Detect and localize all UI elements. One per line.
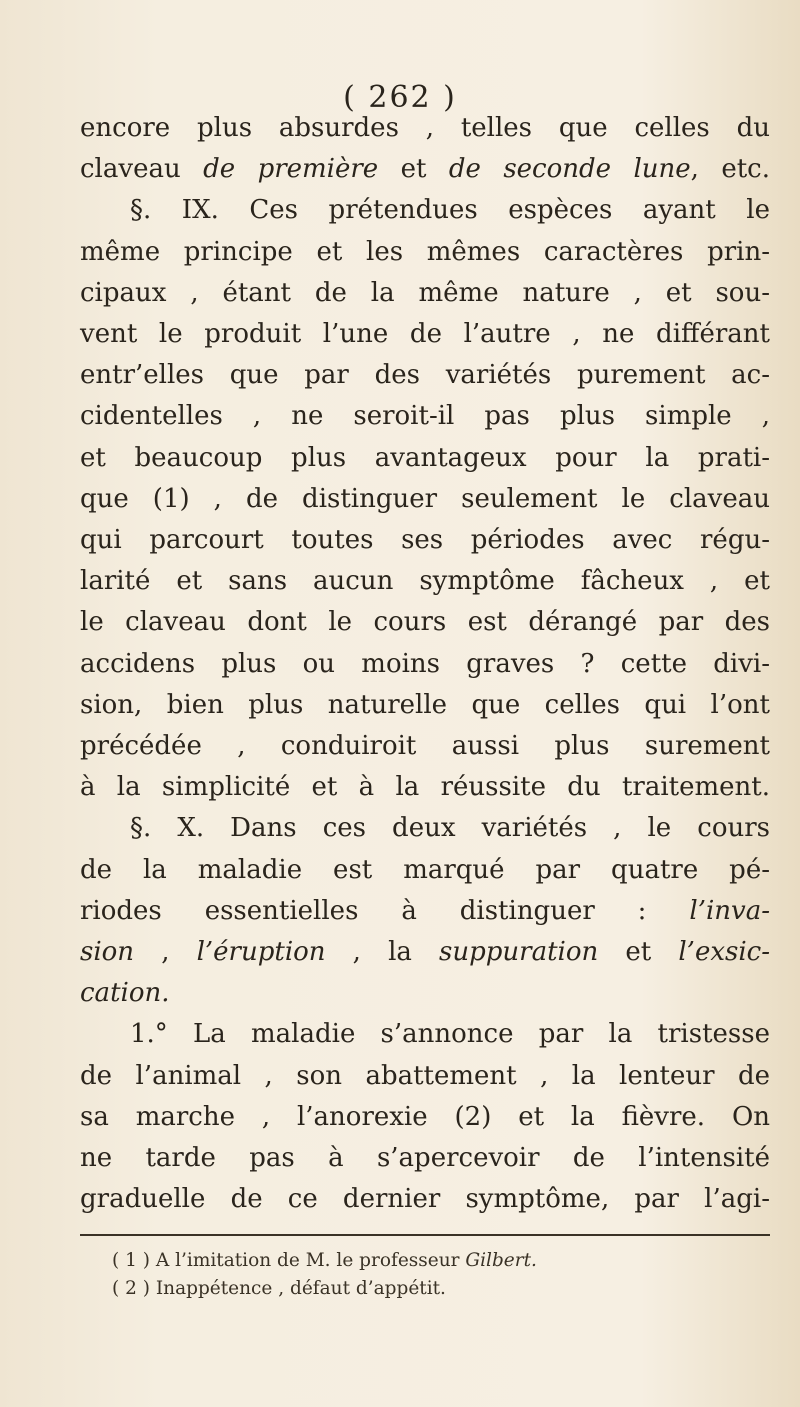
text-line: cidentelles , ne seroit-il pas plus simple , <box>80 401 770 432</box>
text-line: de la maladie est marqué par quatre pé- <box>80 854 770 885</box>
text-line: précédée , conduiroit aussi plus surement <box>80 731 770 761</box>
text-line: §. X. Dans ces deux variétés , le cours <box>130 813 770 844</box>
text-line: sion, bien plus naturelle que celles qui l’ont <box>80 689 770 720</box>
text-line: larité et sans aucun symptôme fâcheux , et <box>80 566 770 597</box>
page-number: ( 262 ) <box>343 80 457 115</box>
text-line: 1.° La maladie s’annonce par la tristesse <box>130 1019 770 1050</box>
footnote-divider <box>80 1234 770 1236</box>
text-line: vent le produit l’une de l’autre , ne différant <box>80 319 770 349</box>
text-line: et beaucoup plus avantageux pour la prati- <box>80 442 770 473</box>
text-line: cation. <box>80 978 170 1009</box>
text-line: qui parcourt toutes ses périodes avec régu- <box>80 525 770 555</box>
text-line: que (1) , de distinguer seulement le claveau <box>80 483 770 514</box>
footnote <box>112 1248 537 1274</box>
text-line: ne tarde pas à s’apercevoir de l’intensité <box>80 1143 770 1173</box>
text-line: sion , l’éruption , la suppuration et l’exsic- <box>80 937 770 967</box>
text-line: à la simplicité et à la réussite du traitement. <box>80 772 770 803</box>
footnote-mark: ( 1 ) <box>112 1250 156 1272</box>
text-line: de l’animal , son abattement , la lenteur de <box>80 1060 770 1091</box>
footnote-italic: Gilbert. <box>465 1250 537 1272</box>
text-line: encore plus absurdes , telles que celles du <box>80 113 770 143</box>
text-line: même principe et les mêmes caractères prin- <box>80 236 770 267</box>
footnote-mark: ( 2 ) <box>112 1278 156 1300</box>
footnote-text: A l’imitation de M. le professeur <box>155 1250 466 1272</box>
footnote <box>112 1276 446 1302</box>
footnote-text: Inappétence , défaut d’appétit. <box>155 1278 446 1300</box>
text-line: graduelle de ce dernier symptôme, par l’agi- <box>80 1184 770 1215</box>
text-line: §. IX. Ces prétendues espèces ayant le <box>130 195 770 226</box>
text-line: sa marche , l’anorexie (2) et la fièvre. On <box>80 1101 770 1132</box>
text-line: riodes essentielles à distinguer : l’inva- <box>80 895 770 926</box>
text-line: entr’elles que par des variétés purement ac- <box>80 360 770 391</box>
text-line: claveau de première et de seconde lune, etc. <box>80 154 770 185</box>
text-line: le claveau dont le cours est dérangé par des <box>80 607 770 638</box>
text-line: accidens plus ou moins graves ? cette divi- <box>80 648 770 679</box>
text-line: cipaux , étant de la même nature , et sou- <box>80 277 770 308</box>
